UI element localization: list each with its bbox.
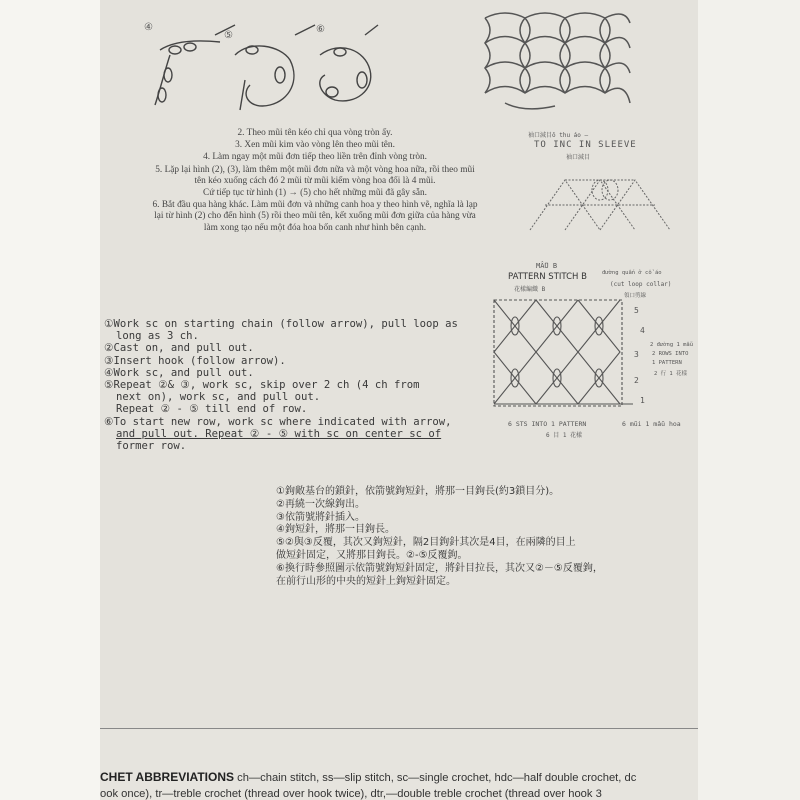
chinese-instructions: [276, 486, 656, 588]
pattern-bottom-en: 6 STS INTO 1 PATTERN: [508, 420, 587, 428]
pattern-bottom-cn: 6 目 1 花樣: [546, 432, 583, 439]
vn-line: 4. Làm ngay một mũi đơn tiếp theo liền trên đỉnh vòng tròn.: [203, 152, 427, 163]
cn-line: ③依箭號將針插入。: [276, 511, 365, 523]
en-line: ③Insert hook (follow arrow).: [104, 354, 286, 367]
abbreviations-text: [100, 769, 698, 800]
cn-line: ②再繞一次線鉤出。: [276, 498, 365, 510]
cn-line: ④鉤短針，將那一目鉤長。: [276, 524, 395, 536]
two-rows-note-2: 2 ROWS INTO: [652, 351, 689, 357]
en-line: ⑤Repeat ②& ③, work sc, skip over 2 ch (4 ch from: [104, 379, 420, 392]
en-line: ④Work sc, and pull out.: [104, 366, 254, 379]
vn-line: 6. Bắt đầu qua hàng khác. Làm mũi đơn và những canh hoa y theo hình vẽ, nghĩa là lạp lại từ hình (2) cho đến hình (5) rồi theo mũi tên, kết xuống mũi đơn giữa của hàng vừa làm xong tạo nếu một đóa hoa bốn canh như hình bên cạnh.: [152, 200, 478, 233]
en-line: ⑥To start new row, work sc where indicated with arrow,: [104, 415, 452, 428]
step-illustrations: [140, 20, 380, 120]
step-number-4: ④: [144, 22, 153, 33]
right-note-3: 領口剪線: [624, 293, 647, 299]
en-line: Repeat ② - ⑤ till end of row.: [116, 403, 308, 416]
mau-b-label: MẪU B: [536, 262, 558, 270]
row-mark-2: 2: [634, 376, 639, 385]
vn-line: 3. Xen mũi kim vào vòng lên theo mũi tên.: [235, 140, 395, 151]
pattern-cn-label: 花樣編織 B: [514, 286, 546, 293]
right-note-2: (cut loop collar): [610, 281, 672, 288]
en-line: and pull out. Repeat ② - ⑤ with sc on center sc of: [116, 427, 442, 440]
en-line: long as 3 ch.: [116, 330, 199, 343]
row-mark-3: 3: [634, 350, 639, 359]
row-mark-5: 5: [634, 306, 639, 315]
cn-line: ①鉤敞基台的鎖針，依箭號鉤短針，將那一目鉤長(約3鎖目分)。: [276, 486, 560, 497]
magazine-page: [100, 0, 698, 800]
row-mark-1: 1: [640, 396, 645, 405]
vietnamese-instructions: [150, 128, 480, 235]
two-rows-note-4: 2 行 1 花樣: [654, 371, 688, 377]
vn-line: Cứ tiếp tục từ hình (1) → (5) cho hết những mũi đã gây sẵn.: [203, 188, 427, 199]
en-line: ①Work sc on starting chain (follow arrow), pull loop as: [104, 318, 458, 330]
pattern-stitch-label: PATTERN STITCH B: [508, 272, 587, 282]
background-right: [698, 0, 800, 800]
pattern-bottom-vn: 6 mũi 1 mẫu hoa: [622, 420, 681, 428]
step-number-5: ⑤: [224, 30, 233, 41]
abbr-line-2: ook once), tr—treble crochet (thread over hook twice), dtr,—double treble crochet (thread over hook 3: [100, 788, 602, 800]
abbr-line-1: [100, 769, 698, 786]
cn-line: ⑤②與③反覆，其次又鉤短針，隔2目鉤針其次是4目，在兩隣的目上: [276, 537, 576, 549]
en-line: next on), work sc, and pull out.: [116, 391, 321, 404]
vn-line: 2. Theo mũi tên kéo chỉ qua vòng tròn ấy.: [237, 128, 393, 138]
abbr-line-1-text: ch—chain stitch, ss—slip stitch, sc—single crochet, hdc—half double crochet, dc: [237, 772, 637, 784]
abbreviations-band: [100, 728, 698, 800]
en-line: former row.: [116, 440, 187, 453]
cn-line: ⑥換行時參照圖示依箭號鉤短針固定，將針目拉長，其次又②－⑤反覆鉤，: [276, 562, 603, 574]
two-rows-note-3: 1 PATTERN: [652, 360, 682, 366]
abbreviations-heading: CHET ABBREVIATIONS: [100, 770, 235, 784]
two-rows-note-1: 2 đường 1 mẫu: [650, 342, 694, 348]
sleeve-label-en: TO INC IN SLEEVE: [534, 140, 637, 150]
pattern-stitch-diagram: [488, 296, 638, 414]
row-mark-4: 4: [640, 326, 645, 335]
net-swatch-illustration: [475, 8, 635, 118]
sleeve-label-sub: 袖口減目: [566, 154, 591, 161]
en-line: ②Cast on, and pull out.: [104, 342, 254, 355]
english-instructions: [104, 318, 476, 452]
right-note-1: đường quấn ở cổ áo: [602, 270, 662, 276]
sleeve-label-cn: 袖口減目ô thu áo —: [528, 132, 589, 139]
step-number-6: ⑥: [316, 24, 325, 35]
sleeve-stitch-diagram: [525, 160, 675, 240]
vn-line: 5. Lặp lại hình (2), (3), làm thêm một mũi đơn nữa và một vòng hoa nữa, rồi theo mũi tên kéo xuống cách đó 2 mũi từ mũi kiếm vòng hoa đối là 4 mũi.: [155, 164, 475, 186]
cn-line: 在前行山形的中央的短針上鉤短針固定。: [276, 575, 456, 587]
cn-line: 做短針固定，又將那目鉤長。②-⑤反覆鉤。: [276, 549, 468, 561]
